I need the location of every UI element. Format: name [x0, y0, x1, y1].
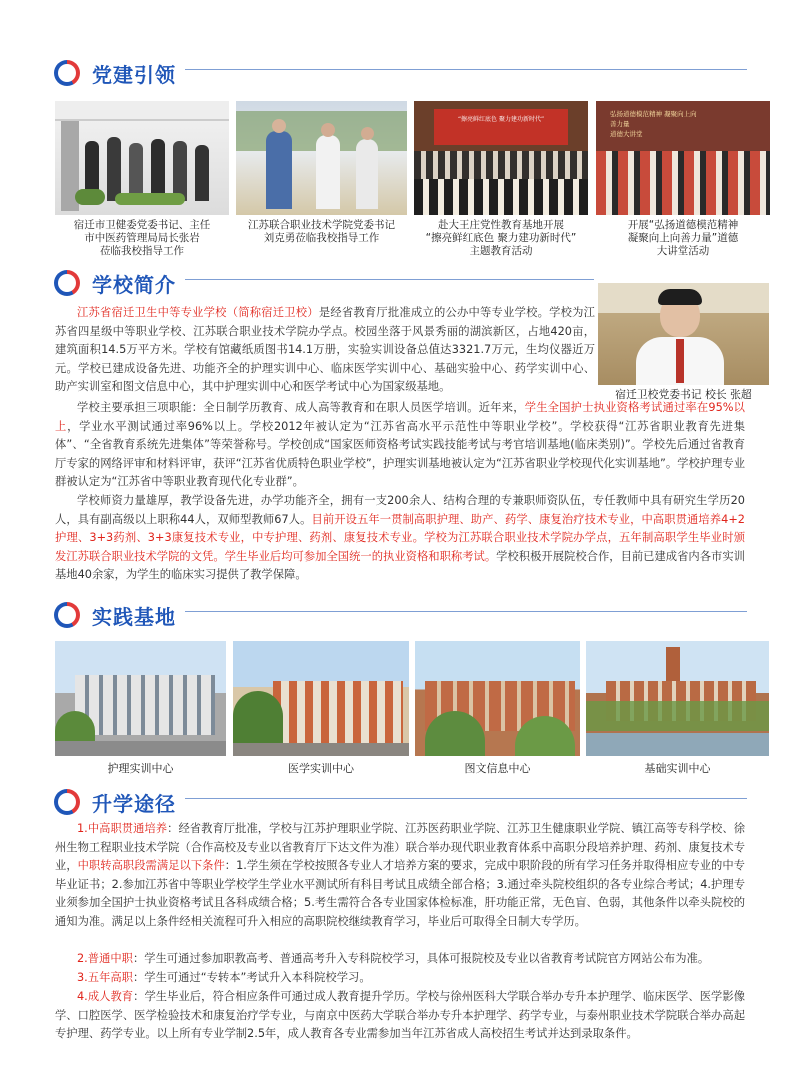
- section-divider: [185, 611, 747, 612]
- intro-p1-text: 是经省教育厅批准成立的公办中等专业学校。学校为江苏省四星级中等职业学校、江苏联合职业技术学院办学点。校园坐落于风景秀丽的湖滨新区，占地420亩，建筑面积14.5万平方米。学校有馆藏纸质图书14.1万册，实验实训设备总值达3321.7万元，生均仪器近万元。学校已建成设备先进、功能齐全的护理实训中心、临床医学实训中心、基础实验中心、药学实训中心、助产实训室和图文信息中心，其中护理实训中心和医学考试中心为国家级基地。: [55, 306, 595, 394]
- section-intro-header: [54, 268, 176, 298]
- further-item-1-label: 1.中高职贯通培养: [77, 822, 168, 835]
- intro-p3-highlight: 目前开设五年一贯制高职护理、助产、药学、康复治疗技术专业，中高职贯通培养4+2护理、3+3药剂、3+3康复技术专业，中专护理、药剂、康复技术专业。学校为江苏联合职业技术学院办学点，五年制高职学生毕业时颁发江苏联合职业技术学院的文凭。学生毕业后均可参加全国统一的执业资格和职称考试。: [55, 512, 745, 563]
- section-party-header: [54, 58, 176, 88]
- intro-paragraph-1: [55, 304, 595, 397]
- section-divider: [185, 279, 594, 280]
- party-photo-2: [236, 101, 407, 215]
- principal-caption: 宿迁卫校党委书记 校长 张超: [615, 388, 752, 401]
- section-practice-header: [54, 600, 176, 630]
- practice-caption-1: 护理实训中心: [107, 762, 174, 775]
- party-photo-3: [414, 101, 588, 215]
- intro-paragraph-2: [55, 399, 745, 492]
- further-item-3-text: ：学生可通过“专转本”考试升入本科院校学习。: [132, 971, 371, 984]
- further-item-3: [55, 969, 745, 988]
- section-ring-icon: [54, 602, 80, 628]
- section-title: 党建引领: [92, 62, 176, 87]
- section-ring-icon: [54, 60, 80, 86]
- intro-p3-text-b: 学校积极开展院校合作，目前已建成省内各市实训基地40余家，为学生的临床实习提供了教学保障。: [55, 549, 745, 582]
- practice-photo-3: [415, 641, 580, 756]
- intro-paragraph-3: [55, 492, 745, 585]
- practice-caption-2: 医学实训中心: [288, 762, 354, 775]
- further-item-1: [55, 820, 745, 932]
- party-photo-4: [596, 101, 770, 215]
- intro-p3-text-a: 学校师资力量雄厚，教学设备先进，办学功能齐全，拥有一支200余人、结构合理的专兼职师资队伍，专任教师中具有研究生学历20人，具有副高级以上职称44人，双师型教师67人。: [55, 494, 745, 526]
- section-ring-icon: [54, 270, 80, 296]
- party-caption-1: 宿迁市卫健委党委书记、主任 市中医药管理局局长张岩 莅临我校指导工作: [73, 219, 211, 257]
- section-title: 学校简介: [92, 272, 176, 297]
- party-caption-3: 赴大王庄党性教育基地开展 “擦亮鲜红底色 聚力建功新时代” 主题教育活动: [425, 219, 577, 257]
- further-item-1-text-b: ：1.学生须在学校按照各专业人才培养方案的要求，完成中职阶段的所有学习任务并取得相应专业的中专毕业证书；2.参加江苏省中等职业学校学生学业水平测试所有科目考试且成绩全部合格；3.通过牵头院校组织的各专业综合考试；4.护理专业须参加全国护士执业资格考试且各科成绩合格；5.考生需符合各专业国家体检标准，肝功能正常，无色盲、色弱，其他条件以牵头院校的通知为准。满足以上条件经相关流程可升入相应的高职院校继续教育学习，毕业后可取得全日制大专学历。: [55, 859, 745, 928]
- further-item-4: [55, 988, 745, 1044]
- practice-caption-3: 图文信息中心: [464, 762, 531, 775]
- party-photo-1: [55, 101, 229, 215]
- further-item-2-text: ：学生可通过参加职教高考、普通高考升入专科院校学习，具体可报院校及专业以省教育考试院官方网站公布为准。: [132, 952, 710, 965]
- further-item-1-text-a: ：经省教育厅批准，学校与江苏护理职业学院、江苏医药职业学院、江苏卫生健康职业学院、镇江高等专科学校、徐州生物工程职业技术学院（合作高校及专业以省教育厅下达文件为准）联合举办现代职业教育体系中高职分段培养护理、药剂、康复技术专业，: [55, 822, 745, 873]
- principal-photo: [598, 283, 769, 385]
- further-item-2: [55, 950, 745, 969]
- further-item-4-text: ：学生毕业后，符合相应条件可通过成人教育提升学历。学校与徐州医科大学联合举办专升本护理学、临床医学、医学影像学、口腔医学、医学检验技术和康复治疗学专业，与南京中医药大学联合举办专升本护理学、药学专业，与泰州职业技术学院联合举办高起专护理、药学专业。以上所有专业学制2.5年，成人教育各专业需参加当年江苏省成人高校招生考试并达到录取条件。: [55, 990, 745, 1041]
- further-item-4-label: 4.成人教育: [77, 990, 134, 1003]
- intro-p2-text-a: 学校主要承担三项职能：全日制学历教育、成人高等教育和在职人员医学培训。近年来，: [77, 401, 525, 414]
- section-title: 实践基地: [92, 604, 176, 629]
- practice-photo-2: [233, 641, 409, 756]
- school-name: 江苏省宿迁卫生中等专业学校（简称宿迁卫校）: [77, 306, 319, 319]
- party-caption-4: 开展“弘扬道德模范精神 凝聚向上向善力量”道德 大讲堂活动: [627, 219, 739, 257]
- section-title: 升学途径: [92, 791, 176, 816]
- further-item-2-label: 2.普通中职: [77, 952, 133, 965]
- lecture-banner: 弘扬道德模范精神 凝聚向上向善力量 道德大讲堂: [610, 110, 697, 138]
- intro-p2-highlight: 学生全国护士执业资格考试通过率在95%以上: [55, 401, 745, 433]
- further-item-3-label: 3.五年高职: [77, 971, 133, 984]
- intro-p2-text-b: ，学业水平测试通过率96%以上。学校2012年被认定为“江苏省高水平示范性中等职业学校”。学校获得“江苏省职业教育先进集体”、“全省教育系统先进集体”等荣誉称号。学校创成“国家医师资格考试实践技能考试与考官培训基地(临床类别)”。学校先后通过省教育厅专家的网络评审和材料评审，获评“江苏省优质特色职业学校”，护理实训基地被认定为“江苏省职业学校现代化实训基地”。学校护理专业群被认定为“江苏省中等职业教育现代化专业群”。: [55, 419, 745, 489]
- practice-photo-4: [586, 641, 769, 756]
- further-item-1-condition: 中职转高职段需满足以下条件: [77, 859, 225, 873]
- section-further-header: [54, 787, 176, 817]
- section-divider: [185, 69, 747, 70]
- party-caption-2: 江苏联合职业技术学院党委书记 刘克勇莅临我校指导工作: [248, 219, 395, 244]
- section-ring-icon: [54, 789, 80, 815]
- practice-photo-1: [55, 641, 226, 756]
- hall-banner: “擦亮鲜红底色 聚力建功新时代”: [434, 109, 568, 145]
- practice-caption-4: 基础实训中心: [644, 762, 711, 775]
- section-divider: [185, 798, 747, 799]
